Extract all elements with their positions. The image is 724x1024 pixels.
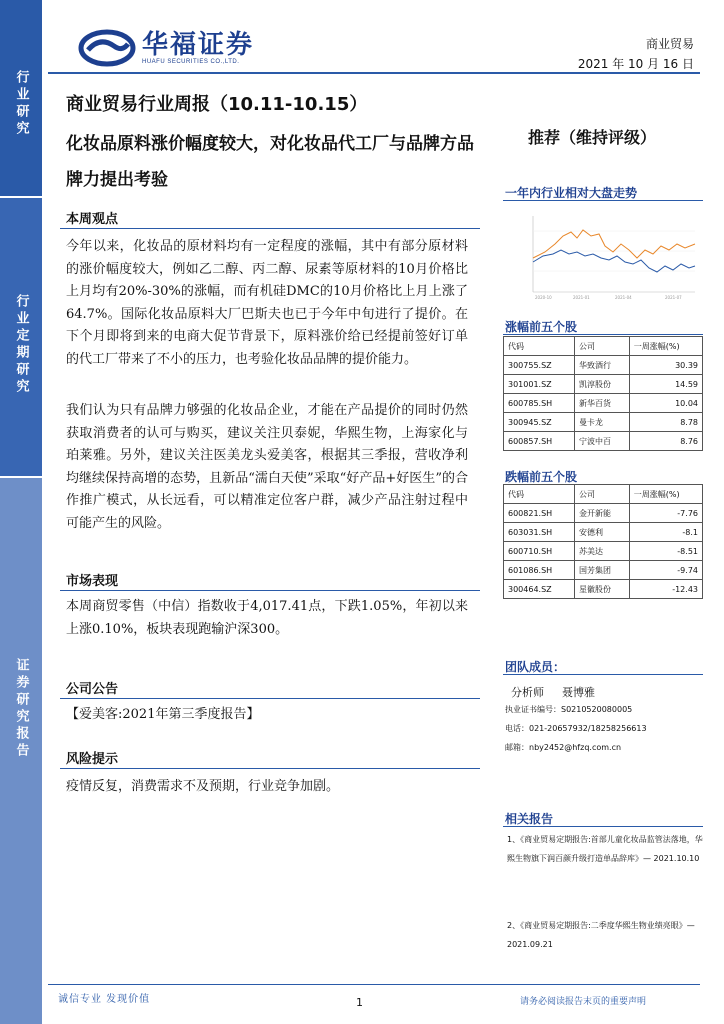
relative-performance-chart (505, 206, 701, 312)
industry-line (533, 230, 695, 258)
analyst-name: 聂博雅 (562, 686, 595, 699)
section-divider (60, 590, 480, 591)
risk-paragraph: 疫情反复，消费需求不及预期，行业竞争加剧。 (66, 779, 340, 794)
table-row: 300945.SZ 曼卡龙 8.78 (504, 413, 703, 432)
section-title-market: 市场表现 (66, 574, 119, 589)
related-report-item[interactable]: 1、《商业贸易定期报告:首部儿童化妆品监管法落地，华熙生物旗下润百颜升级打造单品辞库》— 2021.10.10 (507, 835, 703, 863)
table-row: 600821.SH 金开新能 -7.76 (504, 504, 703, 523)
sidebar (0, 0, 42, 1024)
rating: 推荐（维持评级） (528, 128, 657, 147)
svg-text:2021-01: 2021-01 (573, 295, 590, 300)
view-paragraph-2: 我们认为只有品牌力够强的化妆品企业，才能在产品提价的同时仍然获取消费者的认可与购买，建议关注贝泰妮，华熙生物，上海家化与珀莱雅。另外，建议关注医美龙头爱美客，根据其三季报，营收净利均继续保持高增的态势，且新品“濡白天使”采取“好产品+好医生”的合作推广模式，从长远看，可以精准定位客户群，减少产品注射过程中可能产生的风险。 (66, 403, 468, 531)
benchmark-line (533, 250, 695, 272)
losers-title: 跌幅前五个股 (505, 470, 578, 484)
table-header-row (504, 337, 703, 356)
section-divider (60, 768, 480, 769)
headline: 化妆品原料涨价幅度较大，对化妆品代工厂与品牌方品牌力提出考验 (66, 134, 474, 190)
footer-disclaimer: 请务必阅读报告末页的重要声明 (520, 997, 647, 1007)
gainers-title: 涨幅前五个股 (505, 320, 578, 334)
col-change: 一周涨幅(%) (629, 485, 702, 504)
losers-table (503, 484, 703, 599)
market-paragraph: 本周商贸零售（中信）指数收于4,017.41点，下跌1.05%，年初以来上涨0.10%，板块表现跑输沪深300。 (66, 599, 468, 637)
col-change: 一周涨幅(%) (629, 337, 702, 356)
logo-swirl-icon (78, 28, 136, 68)
related-reports (507, 830, 703, 954)
sidebar-block-industry-research: 行业研究 (0, 0, 42, 196)
related-report-item[interactable]: 2、《商业贸易定期报告:二季度华熙生物业绩亮眼》— 2021.09.21 (507, 921, 695, 949)
section-divider (60, 228, 480, 229)
section-title-announcements: 公司公告 (66, 682, 119, 697)
col-code: 代码 (504, 485, 575, 504)
svg-text:2021-07: 2021-07 (665, 295, 682, 300)
chart-title: 一年内行业相对大盘走势 (505, 186, 638, 200)
table-row: 600710.SH 苏美达 -8.51 (504, 542, 703, 561)
table-row: 603031.SH 安德利 -8.1 (504, 523, 703, 542)
table-row: 600785.SH 新华百货 10.04 (504, 394, 703, 413)
related-title-divider (503, 826, 703, 827)
analyst-phone: 电话：021-20657932/18258256613 (505, 724, 647, 733)
team-title-divider (503, 674, 703, 675)
footer-slogan: 诚信专业 发现价值 (58, 994, 151, 1005)
analyst-role: 分析师 (511, 686, 544, 699)
gainers-title-divider (503, 334, 703, 335)
section-divider (60, 698, 480, 699)
col-company: 公司 (575, 337, 630, 356)
header-divider (48, 72, 700, 74)
analyst-email[interactable]: 邮箱：nby2452@hfzq.com.cn (505, 743, 622, 752)
table-row: 300464.SZ 星徽股份 -12.43 (504, 580, 703, 599)
svg-text:2021-04: 2021-04 (615, 295, 632, 300)
svg-text:2020-10: 2020-10 (535, 295, 552, 300)
chart-title-divider (503, 200, 703, 201)
announcement-item: 【爱美客:2021年第三季度报告】 (66, 707, 260, 722)
table-row: 301001.SZ 凯淳股份 14.59 (504, 375, 703, 394)
sidebar-block-securities-report: 证券研究报告 (0, 478, 42, 1024)
col-code: 代码 (504, 337, 575, 356)
table-row: 300755.SZ 华致酒行 30.39 (504, 356, 703, 375)
header-meta (578, 34, 694, 74)
view-paragraph-1: 今年以来，化妆品的原材料均有一定程度的涨幅，其中有部分原材料的涨价幅度较大，例如乙二醇、丙二醇、尿素等原材料的10月价格比上月均有20%-30%的涨幅，而有机硅DMC的10月价格比上月上涨了64.7%。国际化妆品原料大厂巴斯夫也已于今年中旬进行了提价。在下个月即将到来的电商大促节背景下，原料涨价给已经提前签好订单的代工厂带来了不小的压力，也考验化妆品品牌的提价能力。 (66, 239, 468, 367)
company-logo (78, 28, 254, 68)
table-row: 601086.SH 国芳集团 -9.74 (504, 561, 703, 580)
header-sector: 商业贸易 (645, 37, 694, 51)
logo-text-en: HUAFU SECURITIES CO.,LTD. (142, 59, 240, 65)
table-row: 600857.SH 宁波中百 8.76 (504, 432, 703, 451)
footer-divider (48, 984, 700, 985)
sidebar-block-periodic-research: 行业定期研究 (0, 198, 42, 476)
header-date: 2021 年 10 月 16 日 (577, 57, 694, 71)
analyst-license: 执业证书编号：S0210520080005 (505, 705, 633, 714)
team-title: 团队成员： (505, 660, 566, 674)
gainers-table (503, 336, 703, 451)
analyst-row (511, 684, 705, 700)
section-title-risk: 风险提示 (66, 752, 119, 767)
report-title: 商业贸易行业周报（10.11-10.15） (66, 94, 368, 115)
col-company: 公司 (575, 485, 630, 504)
logo-text-cn: 华福证券 (142, 30, 255, 60)
team-info (505, 684, 705, 757)
chart-tick-labels (535, 295, 682, 300)
page-number: 1 (356, 996, 363, 1009)
section-title-view: 本周观点 (66, 212, 119, 227)
table-header-row (504, 485, 703, 504)
related-title: 相关报告 (505, 812, 554, 826)
